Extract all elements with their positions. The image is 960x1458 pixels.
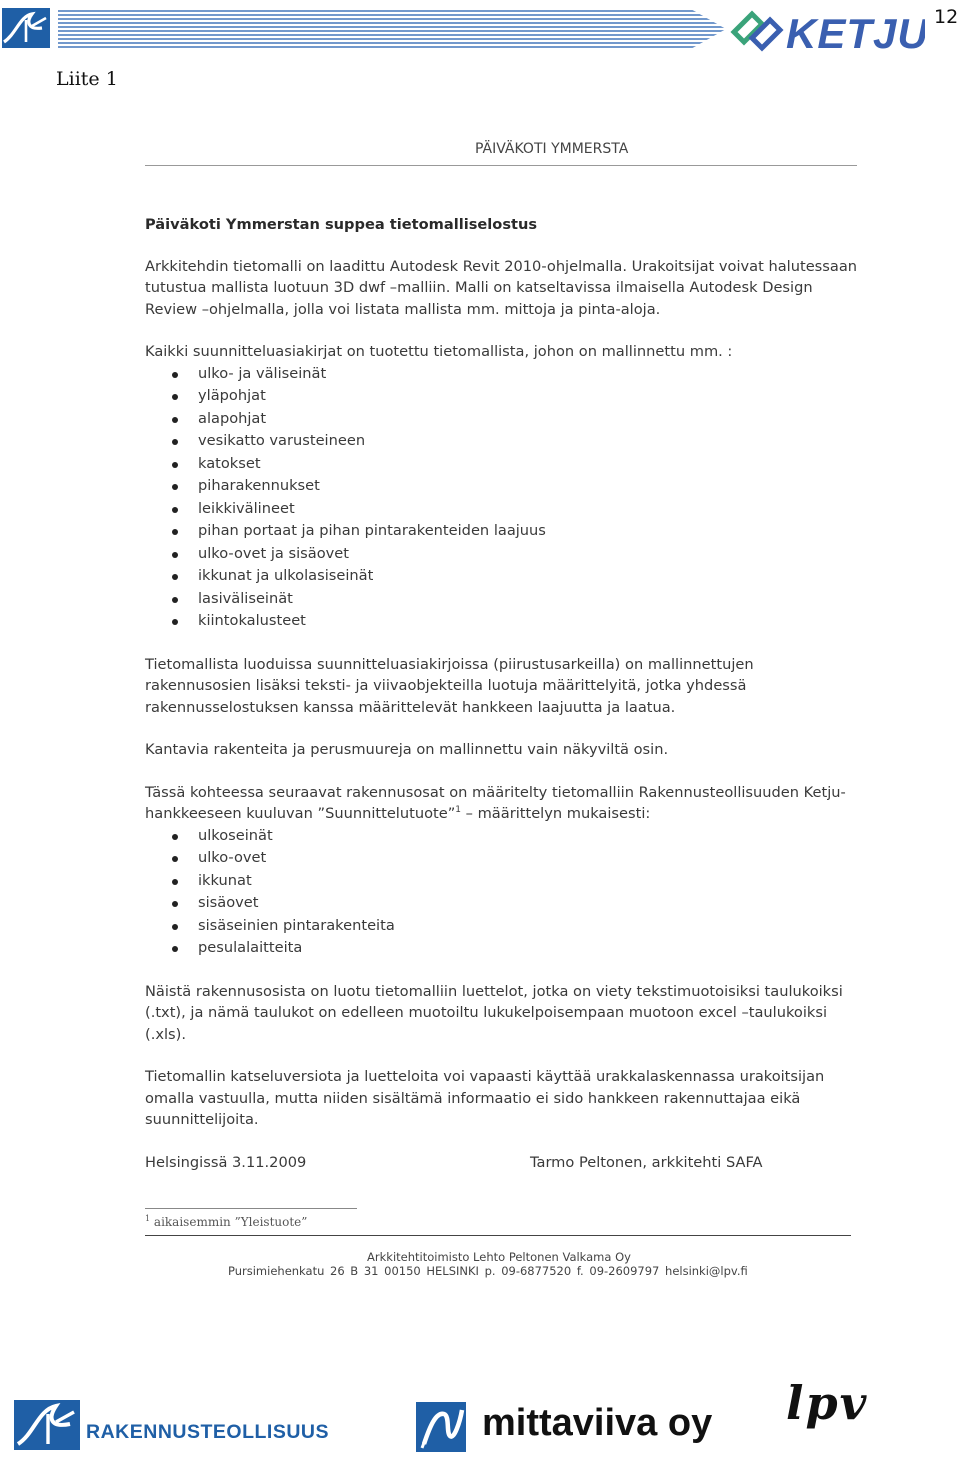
appendix-label: Liite 1 <box>56 68 118 90</box>
list-item: sisäovet <box>145 892 857 915</box>
list-item: alapohjat <box>145 408 857 431</box>
list-item: piharakennukset <box>145 475 857 498</box>
ketju-logo-icon <box>730 4 925 56</box>
list-item: lasiväliseinät <box>145 588 857 611</box>
paragraph-7: Tietomallin katseluversiota ja luetteloita voi vapaasti käyttää urakkalaskennassa urakoitsijan omalla vastuulla, mutta niiden sisältämä informaatio ei sido hankkeen rakennuttajaa eikä suunnittelijoita. <box>145 1068 825 1128</box>
paragraph-1: Arkkitehdin tietomalli on laadittu Autodesk Revit 2010-ohjelmalla. Urakoitsijat voivat halutessaan tutustua mallista luotuun 3D dwf –malliin. Malli on katseltavissa ilmaisella Autodesk Design Review –ohjelmalla, jolla voi listata mallista mm. mittoja ja pinta-aloja. <box>145 257 858 318</box>
list-item: katokset <box>145 453 857 476</box>
rt-mark-icon <box>14 1400 80 1450</box>
paragraph-4: Kantavia rakenteita ja perusmuureja on mallinnettu vain näkyviltä osin. <box>145 741 669 758</box>
footnote-ref: 1 <box>455 805 462 816</box>
office-divider <box>145 1235 851 1236</box>
list-item: ulko-ovet <box>145 847 857 870</box>
lpv-logo-text: lpv <box>786 1376 869 1430</box>
place-date: Helsingissä 3.11.2009 <box>145 1153 307 1171</box>
page-number: 12 <box>934 6 959 28</box>
letter-heading: PÄIVÄKOTI YMMERSTA <box>475 141 629 157</box>
mittaviiva-mark-icon <box>416 1402 466 1452</box>
footnote-text: aikaisemmin ”Yleistuote” <box>153 1215 308 1229</box>
heading-divider <box>145 165 857 166</box>
header-stripes <box>58 10 726 48</box>
office-name: Arkkitehtitoimisto Lehto Peltonen Valkama Oy <box>367 1250 631 1264</box>
footnote-number: 1 <box>145 1214 151 1223</box>
rt-logo-text: RAKENNUSTEOLLISUUS <box>86 1421 330 1443</box>
list-item: kiintokalusteet <box>145 610 857 633</box>
list-item: yläpohjat <box>145 385 857 408</box>
letter-title: Päiväkoti Ymmerstan suppea tietomalliselostus <box>145 216 538 233</box>
footnote-divider <box>145 1208 357 1209</box>
list-item: pesulalaitteita <box>145 937 857 960</box>
list-item: pihan portaat ja pihan pintarakenteiden laajuus <box>145 520 857 543</box>
list-item: ikkunat <box>145 870 857 893</box>
mittaviiva-logo-text: mittaviiva oy <box>482 1402 713 1444</box>
letter-body <box>145 214 857 1174</box>
list-item: leikkivälineet <box>145 498 857 521</box>
office-address: Pursimiehenkatu 26 B 31 00150 HELSINKI p. 09-6877520 f. 09-2609797 helsinki@lpv.fi <box>228 1264 748 1278</box>
rakennusteollisuus-logo <box>14 1400 354 1452</box>
list-item: ulko-ovet ja sisäovet <box>145 543 857 566</box>
product-defined-parts-list <box>145 825 857 960</box>
list-item: sisäseinien pintarakenteita <box>145 915 857 938</box>
paragraph-2: Kaikki suunnitteluasiakirjat on tuotettu tietomallista, johon on mallinnettu mm. : <box>145 343 733 360</box>
footnote <box>145 1214 307 1229</box>
signature-row <box>145 1152 857 1174</box>
paragraph-5 <box>145 782 857 825</box>
list-item: ulko- ja väliseinät <box>145 363 857 386</box>
rt-logo-icon <box>2 8 50 48</box>
svg-text:KETJU: KETJU <box>786 10 925 56</box>
paragraph-5-text-a: Tässä kohteessa seuraavat rakennusosat on määritelty tietomalliin Rakennusteollisuuden Ketju-hankkeeseen kuuluvan ”Suunnittelutuote” <box>145 783 846 822</box>
list-item: vesikatto varusteineen <box>145 430 857 453</box>
paragraph-5-text-b: – määrittelyn mukaisesti: <box>461 805 651 822</box>
modelled-parts-list <box>145 363 857 633</box>
list-item: ikkunat ja ulkolasiseinät <box>145 565 857 588</box>
paragraph-3: Tietomallista luoduissa suunnitteluasiakirjoissa (piirustusarkeilla) on mallinnettujen rakennusosien lisäksi teksti- ja viivaobjekteilla luotuja määrittelyitä, jotka yhdessä rakennusselostuksen kanssa määrittelevät hankkeen laajuutta ja laatua. <box>145 655 754 716</box>
list-item: ulkoseinät <box>145 825 857 848</box>
paragraph-6: Näistä rakennusosista on luotu tietomalliin luettelot, jotka on viety tekstimuotoisiksi taulukoiksi (.txt), ja nämä taulukot on edelleen muotoiltu lukukelpoisempaan muotoon excel –taulukoiksi (.xls). <box>145 982 843 1043</box>
signer: Tarmo Peltonen, arkkitehti SAFA <box>530 1153 763 1171</box>
